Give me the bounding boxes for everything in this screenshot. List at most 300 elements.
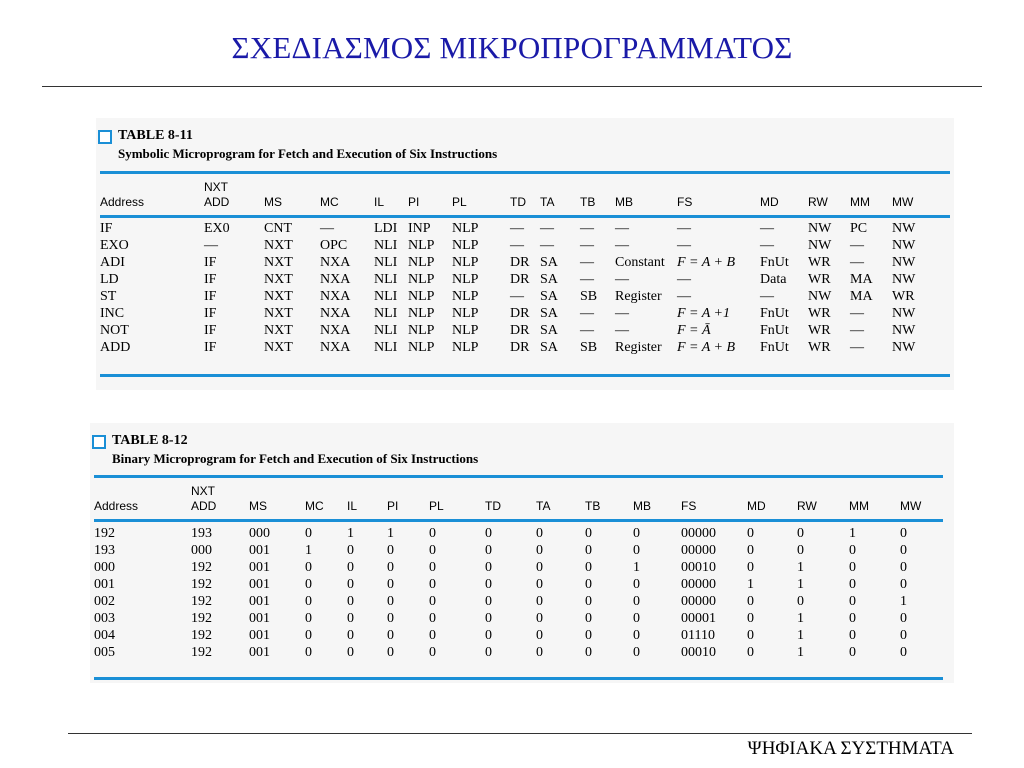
table-cell: — — [580, 221, 594, 236]
table-cell: 0 — [387, 560, 394, 575]
table-cell: WR — [808, 306, 831, 321]
table-cell: NLP — [452, 306, 479, 321]
table-cell: 0 — [387, 543, 394, 558]
table-cell: 0 — [849, 543, 856, 558]
table-cell: 0 — [387, 594, 394, 609]
table-cell: 1 — [797, 645, 804, 660]
table-cell: 0 — [305, 526, 312, 541]
table-row — [94, 627, 943, 644]
table-cell: 0 — [747, 645, 754, 660]
table-cell: 0 — [849, 594, 856, 609]
table-cell: NW — [892, 272, 916, 287]
table-cell: NLP — [452, 289, 479, 304]
table-cell: 0 — [387, 628, 394, 643]
table-cell: 001 — [249, 594, 270, 609]
table-cell: 0 — [305, 577, 312, 592]
table-cell: — — [320, 221, 334, 236]
table-cell: NXA — [320, 340, 351, 355]
table-cell: 0 — [536, 543, 543, 558]
table-cell: F = A +1 — [677, 306, 730, 321]
table-cell: 1 — [305, 543, 312, 558]
table-cell: 000 — [249, 526, 270, 541]
table-cell: EX0 — [204, 221, 230, 236]
column-header: NXT ADD — [191, 484, 217, 513]
table-cell: NLP — [408, 255, 435, 270]
table-cell: — — [615, 272, 629, 287]
table-cell: — — [580, 306, 594, 321]
table-cell: 0 — [347, 628, 354, 643]
table-cell: 001 — [249, 628, 270, 643]
table-cell: PC — [850, 221, 868, 236]
table-cell: NLP — [452, 323, 479, 338]
table-cell: DR — [510, 340, 530, 355]
table-cell: 0 — [347, 543, 354, 558]
table-cell: — — [850, 323, 864, 338]
table-cell: 0 — [305, 645, 312, 660]
table-cell: 1 — [747, 577, 754, 592]
table-cell: 0 — [347, 577, 354, 592]
table-cell: — — [850, 340, 864, 355]
table-cell: F = Ā — [677, 323, 711, 338]
table-cell: — — [850, 306, 864, 321]
column-header: TA — [540, 195, 555, 209]
table-cell: 0 — [633, 543, 640, 558]
table-cell: 0 — [536, 526, 543, 541]
table-cell: 0 — [347, 560, 354, 575]
table-cell: 0 — [485, 611, 492, 626]
table-cell: 0 — [585, 577, 592, 592]
table-cell: WR — [808, 340, 831, 355]
table-cell: 000 — [94, 560, 115, 575]
table-cell: FnUt — [760, 255, 789, 270]
table-cell: NOT — [100, 323, 129, 338]
table-cell: NXT — [264, 289, 293, 304]
table-cell: 0 — [429, 611, 436, 626]
column-header: MB — [633, 499, 651, 513]
table-cell: 0 — [900, 577, 907, 592]
column-header: PI — [408, 195, 420, 209]
table-cell: 0 — [900, 526, 907, 541]
table-cell: LDI — [374, 221, 398, 236]
table-cell: INC — [100, 306, 125, 321]
table-cell: ST — [100, 289, 117, 304]
table-8-11-figure — [96, 118, 954, 390]
table-cell: 005 — [94, 645, 115, 660]
table-cell: — — [760, 221, 774, 236]
table-cell: 00010 — [681, 560, 716, 575]
column-header: MC — [320, 195, 339, 209]
table-cell: NLP — [408, 238, 435, 253]
table-cell: 00000 — [681, 526, 716, 541]
table-cell: — — [850, 255, 864, 270]
column-header: TA — [536, 499, 551, 513]
table-cell: — — [615, 306, 629, 321]
table-cell: 193 — [191, 526, 212, 541]
table-header-row — [100, 178, 950, 210]
table-cell: NW — [892, 340, 916, 355]
table-cell: — — [850, 238, 864, 253]
table-cell: 0 — [849, 611, 856, 626]
table-cell: F = A + B — [677, 340, 736, 355]
table-cell: NLP — [408, 272, 435, 287]
table-cell: 0 — [485, 594, 492, 609]
table-cell: 1 — [797, 577, 804, 592]
table-cell: 0 — [747, 628, 754, 643]
table-cell: F = A + B — [677, 255, 736, 270]
header-bottom-rule — [94, 519, 943, 522]
table-cell: 0 — [900, 560, 907, 575]
table-cell: NW — [892, 255, 916, 270]
title-divider — [42, 86, 982, 87]
table-cell: 0 — [849, 560, 856, 575]
table-cell: NLI — [374, 340, 398, 355]
table-cell: WR — [808, 255, 831, 270]
table-cell: INP — [408, 221, 431, 236]
table-cell: 0 — [387, 611, 394, 626]
table-cell: 0 — [347, 594, 354, 609]
table-cell: 0 — [585, 560, 592, 575]
table-cell: FnUt — [760, 306, 789, 321]
symbolic-microprogram-table — [100, 178, 950, 356]
table-cell: 1 — [347, 526, 354, 541]
table-cell: 0 — [347, 645, 354, 660]
table-cell: 192 — [191, 577, 212, 592]
column-header: TB — [585, 499, 601, 513]
table-row — [94, 542, 943, 559]
footer-text: ΨΗΦΙΑΚΑ ΣΥΣΤΗΜΑΤΑ — [747, 738, 954, 759]
table-cell: 004 — [94, 628, 115, 643]
footer-divider — [68, 733, 972, 734]
table-cell: — — [580, 323, 594, 338]
column-header: FS — [677, 195, 693, 209]
table-cell: IF — [204, 340, 217, 355]
table-cell: OPC — [320, 238, 348, 253]
table-cell: 192 — [191, 560, 212, 575]
table-cell: 0 — [633, 645, 640, 660]
table-cell: 01110 — [681, 628, 715, 643]
table-cell: EXO — [100, 238, 129, 253]
table-cell: NXT — [264, 272, 293, 287]
table-cell: — — [580, 238, 594, 253]
table-cell: 0 — [485, 577, 492, 592]
table-cell: 0 — [585, 594, 592, 609]
table-row — [100, 339, 950, 356]
table-cell: SA — [540, 323, 558, 338]
table-cell: 0 — [849, 645, 856, 660]
table-cell: Constant — [615, 255, 665, 270]
table-cell: SA — [540, 306, 558, 321]
table-cell: 001 — [94, 577, 115, 592]
column-header: MD — [760, 195, 779, 209]
table-cell: 0 — [429, 560, 436, 575]
table-cell: 0 — [900, 611, 907, 626]
table-row — [94, 644, 943, 661]
table-cell: 0 — [747, 594, 754, 609]
header-top-rule — [100, 171, 950, 174]
table-cell: 001 — [249, 543, 270, 558]
table-cell: NXA — [320, 323, 351, 338]
table-cell: NXT — [264, 255, 293, 270]
table-cell: NLP — [408, 340, 435, 355]
table-cell: Register — [615, 289, 662, 304]
table-row — [100, 288, 950, 305]
table-body — [100, 210, 950, 356]
column-header: MW — [892, 195, 914, 209]
table-cell: NLI — [374, 289, 398, 304]
caption-square-icon — [98, 130, 112, 144]
table-row — [100, 322, 950, 339]
table-cell: IF — [204, 272, 217, 287]
column-header: MD — [747, 499, 766, 513]
table-cell: — — [615, 221, 629, 236]
table-cell: 0 — [536, 594, 543, 609]
table-row — [94, 525, 943, 542]
table-cell: — — [760, 238, 774, 253]
table-cell: ADD — [100, 340, 131, 355]
table-cell: Data — [760, 272, 787, 287]
table-cell: DR — [510, 255, 530, 270]
table-cell: 0 — [900, 628, 907, 643]
table-cell: NW — [892, 238, 916, 253]
table-cell: 00010 — [681, 645, 716, 660]
table-cell: 0 — [900, 645, 907, 660]
table-cell: ADI — [100, 255, 125, 270]
table-cell: 193 — [94, 543, 115, 558]
table-cell: 0 — [585, 526, 592, 541]
table-row — [94, 610, 943, 627]
table-number: TABLE 8-12 — [112, 433, 188, 448]
table-cell: 0 — [429, 594, 436, 609]
table-cell: 0 — [429, 628, 436, 643]
table-cell: IF — [204, 289, 217, 304]
table-cell: — — [510, 238, 524, 253]
table-cell: 00000 — [681, 543, 716, 558]
table-cell: 0 — [536, 611, 543, 626]
table-cell: SA — [540, 340, 558, 355]
table-cell: 0 — [387, 577, 394, 592]
table-body — [94, 514, 943, 661]
table-cell: 1 — [797, 560, 804, 575]
table-cell: Register — [615, 340, 662, 355]
table-cell: 00000 — [681, 577, 716, 592]
column-header: MM — [849, 499, 869, 513]
table-row — [94, 576, 943, 593]
table-cell: 0 — [797, 543, 804, 558]
column-header: MC — [305, 499, 324, 513]
table-subtitle: Symbolic Microprogram for Fetch and Execution of Six Instructions — [118, 146, 498, 161]
table-cell: NW — [892, 221, 916, 236]
table-cell: 0 — [585, 611, 592, 626]
table-cell: NLI — [374, 255, 398, 270]
table-cell: NXA — [320, 255, 351, 270]
table-cell: 1 — [797, 611, 804, 626]
column-header: FS — [681, 499, 697, 513]
table-row — [100, 254, 950, 271]
column-header: PL — [429, 499, 444, 513]
column-header: PL — [452, 195, 467, 209]
table-cell: NLP — [408, 323, 435, 338]
table-cell: 0 — [633, 594, 640, 609]
table-cell: 1 — [849, 526, 856, 541]
table-cell: 192 — [191, 628, 212, 643]
table-header-row — [94, 482, 943, 514]
table-row — [94, 559, 943, 576]
table-cell: 0 — [429, 543, 436, 558]
table-cell: FnUt — [760, 323, 789, 338]
table-cell: WR — [808, 323, 831, 338]
table-cell: 0 — [633, 611, 640, 626]
column-header: Address — [94, 499, 139, 513]
table-cell: DR — [510, 323, 530, 338]
column-header: NXT ADD — [204, 180, 230, 209]
column-header: MS — [249, 499, 267, 513]
table-cell: 0 — [747, 611, 754, 626]
table-cell: SA — [540, 289, 558, 304]
table-cell: 00001 — [681, 611, 716, 626]
header-bottom-rule — [100, 215, 950, 218]
table-cell: DR — [510, 272, 530, 287]
table-cell: NLP — [452, 340, 479, 355]
table-cell: FnUt — [760, 340, 789, 355]
table-cell: 003 — [94, 611, 115, 626]
table-cell: 0 — [849, 577, 856, 592]
table-cell: NXA — [320, 289, 351, 304]
table-row — [100, 220, 950, 237]
table-cell: 0 — [633, 526, 640, 541]
table-cell: 0 — [900, 543, 907, 558]
table-row — [100, 271, 950, 288]
column-header: MB — [615, 195, 633, 209]
table-cell: NW — [892, 306, 916, 321]
table-cell: 00000 — [681, 594, 716, 609]
table-cell: 0 — [747, 526, 754, 541]
table-cell: IF — [204, 323, 217, 338]
table-cell: — — [510, 221, 524, 236]
table-cell: NLP — [452, 255, 479, 270]
table-cell: 0 — [585, 543, 592, 558]
table-cell: — — [615, 238, 629, 253]
table-cell: NLP — [452, 221, 479, 236]
column-header: RW — [808, 195, 828, 209]
column-header: PI — [387, 499, 399, 513]
table-cell: 0 — [536, 628, 543, 643]
table-cell: NLI — [374, 238, 398, 253]
table-cell: CNT — [264, 221, 292, 236]
table-cell: — — [540, 221, 554, 236]
table-cell: 0 — [485, 628, 492, 643]
table-cell: 000 — [191, 543, 212, 558]
table-cell: IF — [100, 221, 113, 236]
table-cell: — — [540, 238, 554, 253]
table-cell: — — [510, 289, 524, 304]
table-cell: 0 — [305, 611, 312, 626]
table-cell: IF — [204, 255, 217, 270]
table-cell: 0 — [536, 560, 543, 575]
table-cell: 0 — [305, 560, 312, 575]
table-cell: 0 — [536, 645, 543, 660]
column-header: TD — [510, 195, 526, 209]
column-header: Address — [100, 195, 145, 209]
table-cell: SA — [540, 255, 558, 270]
table-cell: 0 — [747, 543, 754, 558]
table-row — [94, 593, 943, 610]
table-cell: — — [204, 238, 218, 253]
table-cell: 0 — [797, 594, 804, 609]
table-cell: 001 — [249, 577, 270, 592]
table-8-12-figure — [90, 423, 954, 683]
column-header: IL — [374, 195, 385, 209]
table-subtitle: Binary Microprogram for Fetch and Execution of Six Instructions — [112, 451, 479, 466]
table-cell: NXT — [264, 340, 293, 355]
table-cell: 0 — [305, 594, 312, 609]
table-cell: NLI — [374, 306, 398, 321]
header-top-rule — [94, 475, 943, 478]
table-cell: SB — [580, 340, 598, 355]
table-bottom-rule — [100, 374, 950, 377]
table-cell: 0 — [305, 628, 312, 643]
column-header: MW — [900, 499, 922, 513]
table-cell: — — [615, 323, 629, 338]
table-cell: 001 — [249, 560, 270, 575]
table-cell: 192 — [94, 526, 115, 541]
table-cell: 0 — [347, 611, 354, 626]
table-cell: 0 — [485, 526, 492, 541]
table-cell: NW — [808, 289, 832, 304]
table-cell: NXT — [264, 238, 293, 253]
table-cell: NXA — [320, 272, 351, 287]
table-cell: 001 — [249, 645, 270, 660]
table-cell: NW — [892, 323, 916, 338]
table-cell: 0 — [585, 628, 592, 643]
table-cell: NW — [808, 221, 832, 236]
table-cell: NLP — [452, 272, 479, 287]
table-cell: 0 — [633, 628, 640, 643]
caption-square-icon — [92, 435, 106, 449]
column-header: RW — [797, 499, 817, 513]
table-cell: — — [580, 272, 594, 287]
table-number: TABLE 8-11 — [118, 128, 193, 143]
table-cell: 0 — [633, 577, 640, 592]
column-header: TB — [580, 195, 596, 209]
table-cell: SA — [540, 272, 558, 287]
table-cell: IF — [204, 306, 217, 321]
table-cell: 0 — [485, 560, 492, 575]
column-header: MS — [264, 195, 282, 209]
table-cell: 192 — [191, 611, 212, 626]
table-cell: MA — [850, 289, 873, 304]
table-cell: 0 — [747, 560, 754, 575]
table-cell: — — [677, 289, 691, 304]
table-cell: — — [677, 272, 691, 287]
table-cell: 0 — [849, 628, 856, 643]
table-cell: MA — [850, 272, 873, 287]
table-bottom-rule — [94, 677, 943, 680]
table-row — [100, 237, 950, 254]
column-header: MM — [850, 195, 870, 209]
table-cell: NLI — [374, 272, 398, 287]
table-cell: 0 — [585, 645, 592, 660]
table-cell: NW — [808, 238, 832, 253]
table-cell: 002 — [94, 594, 115, 609]
table-cell: WR — [808, 272, 831, 287]
table-cell: NXT — [264, 306, 293, 321]
table-cell: 192 — [191, 594, 212, 609]
binary-microprogram-table — [94, 482, 943, 661]
table-cell: — — [677, 221, 691, 236]
table-cell: NXA — [320, 306, 351, 321]
column-header: TD — [485, 499, 501, 513]
table-cell: 1 — [797, 628, 804, 643]
